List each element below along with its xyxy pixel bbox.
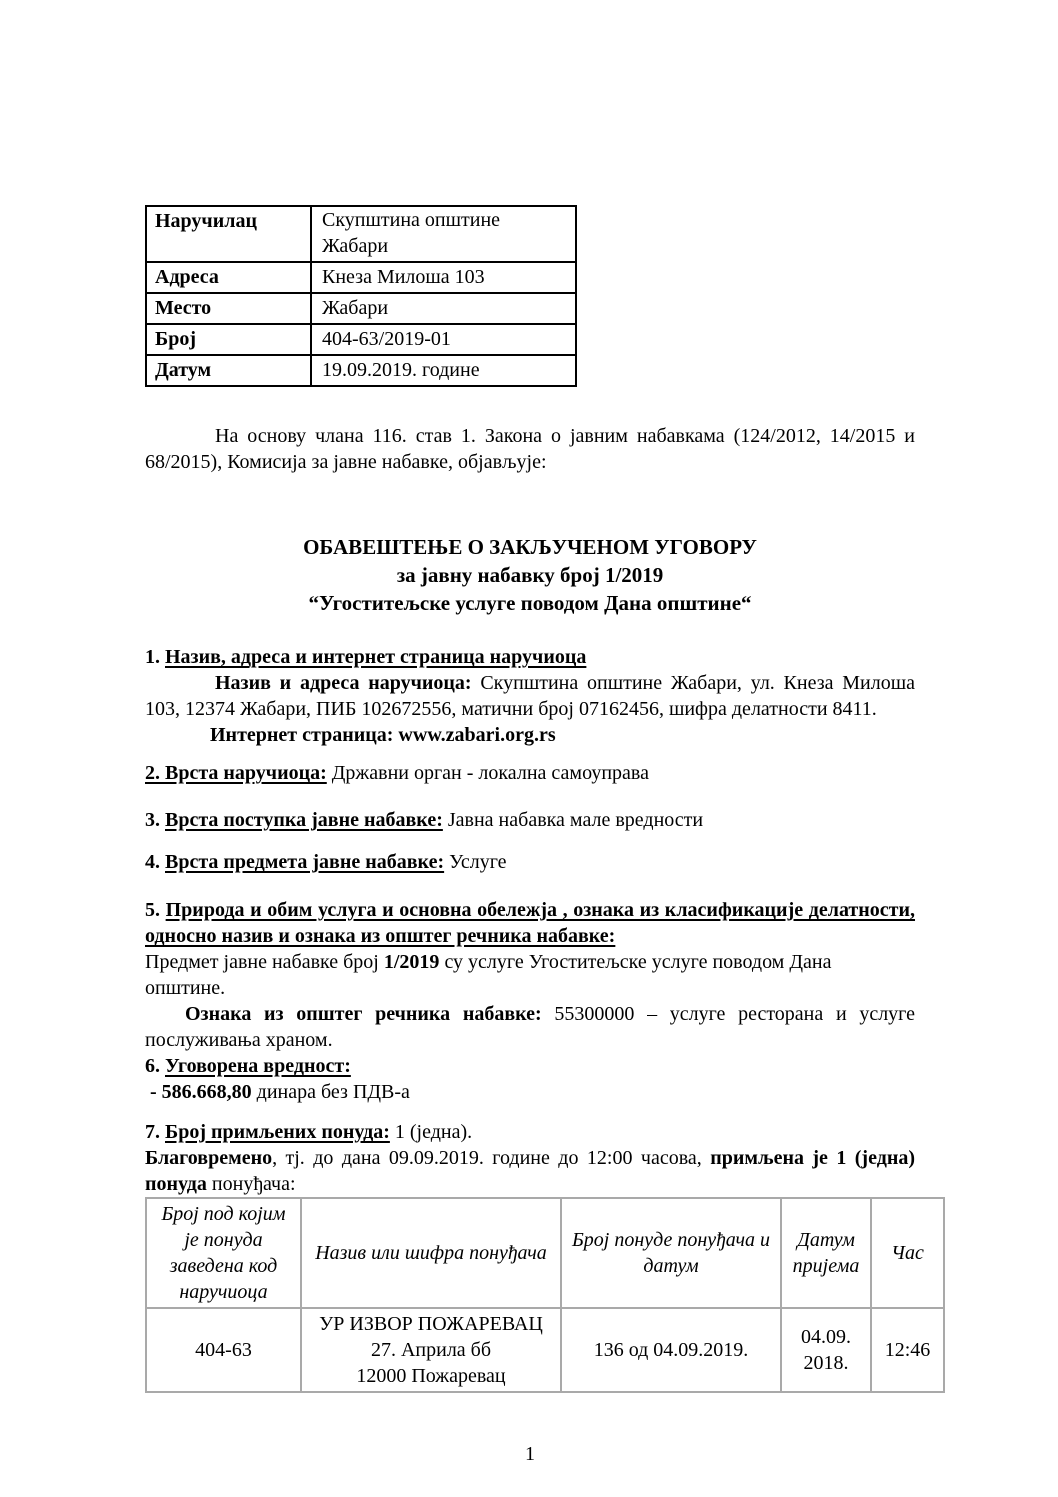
notice-subtitle: за јавну набавку број 1/2019 — [396, 563, 664, 587]
intro-paragraph: На основу члана 116. став 1. Закона о јавним набавкама (124/2012, 14/2015 и 68/2015), Комисија за јавне набавке, објављује: — [145, 425, 915, 473]
section-2-heading-text: 2. Врста наручиоца: — [145, 762, 327, 784]
info-label-broj: Број — [146, 324, 311, 355]
offers-table — [145, 1197, 945, 1393]
section-7 — [145, 1119, 943, 1197]
contract-value-suffix: динара без ПДВ-а — [251, 1081, 410, 1103]
offers-header-row — [146, 1198, 944, 1308]
info-table — [145, 205, 577, 387]
section-5-number: 5. — [145, 899, 166, 921]
section-5 — [145, 897, 943, 1053]
info-label-narucilac: Наручилац — [146, 206, 311, 262]
info-row-broj — [146, 324, 576, 355]
info-value-mesto: Жабари — [311, 293, 576, 324]
document-content — [145, 205, 943, 1467]
section-3-heading-text: Врста поступка јавне набавке: — [165, 809, 443, 831]
info-label-datum: Датум — [146, 355, 311, 386]
section-3-heading — [145, 807, 915, 833]
offer-datum-line-1: 04.09. — [801, 1326, 851, 1348]
offer-ponuda: 136 од 04.09.2019. — [561, 1308, 781, 1392]
section-5-subject-pre: Предмет јавне набавке број — [145, 951, 384, 973]
section-1-body — [145, 670, 915, 722]
section-7-timeliness-line — [145, 1145, 915, 1197]
offer-naziv-line-2: 27. Априла бб — [370, 1339, 492, 1361]
offers-header-broj: Број под којим је понуда заведена код наручиоца — [146, 1198, 301, 1308]
section-2-heading — [145, 760, 915, 786]
section-3 — [145, 807, 943, 833]
section-6-number: 6. — [145, 1055, 165, 1077]
section-1 — [145, 644, 943, 748]
section-4-heading — [145, 849, 915, 875]
section-3-value: Јавна набавка мале вредности — [442, 809, 704, 831]
section-6-heading-text: Уговорена вредност: — [165, 1055, 351, 1077]
section-5-cpv-line — [145, 1001, 915, 1053]
timeliness-bold-1: Благовремено — [145, 1147, 273, 1169]
notice-title-block — [145, 533, 915, 617]
section-5-cpv-text: 55300000 – услуге ресторана и услуге послуживања храном. — [145, 1003, 915, 1051]
section-5-cpv-label: Ознака из општег речника набавке: — [185, 1003, 542, 1025]
offers-count: 1 (једна). — [389, 1121, 473, 1143]
info-row-mesto — [146, 293, 576, 324]
section-1-body-text: Скупштина општине Жабари, ул. Кнеза Милоша 103, 12374 Жабари, ПИБ 102672556, матични број 07162456, шифра делатности 8411. — [145, 672, 915, 720]
section-5-subject-number: 1/2019 — [383, 951, 440, 973]
offer-naziv — [301, 1308, 561, 1392]
timeliness-text-2: понуђача: — [206, 1173, 296, 1195]
section-7-number: 7. — [145, 1121, 165, 1143]
section-6 — [145, 1053, 943, 1105]
section-4 — [145, 849, 943, 875]
info-label-adresa: Адреса — [146, 262, 311, 293]
offer-naziv-line-1: УР ИЗВОР ПОЖАРЕВАЦ — [319, 1313, 543, 1335]
section-1-heading-text: Назив, адреса и интернет страница наручиоца — [165, 646, 587, 668]
info-row-datum — [146, 355, 576, 386]
section-4-heading-text: Врста предмета јавне набавке: — [165, 851, 445, 873]
section-5-heading-text: Природа и обим услуга и основна обележја , ознака из класификације делатности, односно назив и ознака из општег речника набавке: — [145, 899, 916, 947]
timeliness-bold-2: примљена је 1 (једна) понуда — [145, 1147, 916, 1195]
section-4-number: 4. — [145, 851, 165, 873]
section-6-value-line — [145, 1079, 920, 1105]
section-6-heading — [145, 1053, 915, 1079]
offers-data-row — [146, 1308, 944, 1392]
offers-header-cas: Час — [871, 1198, 944, 1308]
page-number: 1 — [525, 1443, 535, 1465]
notice-title: ОБАВЕШТЕЊЕ О ЗАКЉУЧЕНОМ УГОВОРУ — [303, 535, 757, 559]
section-2 — [145, 760, 943, 786]
section-1-heading — [145, 644, 915, 670]
info-label-mesto: Место — [146, 293, 311, 324]
info-row-narucilac — [146, 206, 576, 262]
info-row-adresa — [146, 262, 576, 293]
offers-header-datum: Датум пријема — [781, 1198, 871, 1308]
section-5-heading — [145, 897, 915, 949]
section-7-heading — [145, 1119, 915, 1145]
timeliness-text-1: , тј. до дана 09.09.2019. године до 12:00 часова, — [272, 1147, 711, 1169]
info-value-datum: 19.09.2019. године — [311, 355, 576, 386]
offer-datum — [781, 1308, 871, 1392]
offers-header-ponuda: Број понуде понуђача и датум — [561, 1198, 781, 1308]
info-value-adresa: Кнеза Милоша 103 — [311, 262, 576, 293]
section-5-subject-post: су услуге Угоститељске услуге поводом Дана општине. — [145, 951, 832, 999]
notice-subject: “Угоститељске услуге поводом Дана општине“ — [308, 591, 752, 615]
offer-broj: 404-63 — [146, 1308, 301, 1392]
info-value-broj: 404-63/2019-01 — [311, 324, 576, 355]
offers-header-naziv: Назив или шифра понуђача — [301, 1198, 561, 1308]
offer-datum-line-2: 2018. — [803, 1352, 849, 1374]
section-7-heading-text: Број примљених понуда: — [165, 1121, 390, 1143]
section-5-subject-line — [145, 949, 915, 1001]
section-1-website: Интернет страница: www.zabari.org.rs — [210, 724, 556, 746]
contract-value: - 586.668,80 — [150, 1081, 252, 1103]
section-3-number: 3. — [145, 809, 165, 831]
section-2-value: Државни орган - локална самоуправа — [326, 762, 649, 784]
section-1-body-label: Назив и адреса наручиоца: — [215, 672, 472, 694]
offer-cas: 12:46 — [871, 1308, 944, 1392]
info-value-narucilac: Скупштина општине Жабари — [311, 206, 576, 262]
section-4-value: Услуге — [444, 851, 507, 873]
section-1-number: 1. — [145, 646, 165, 668]
offer-naziv-line-3: 12000 Пожаревац — [356, 1365, 506, 1387]
